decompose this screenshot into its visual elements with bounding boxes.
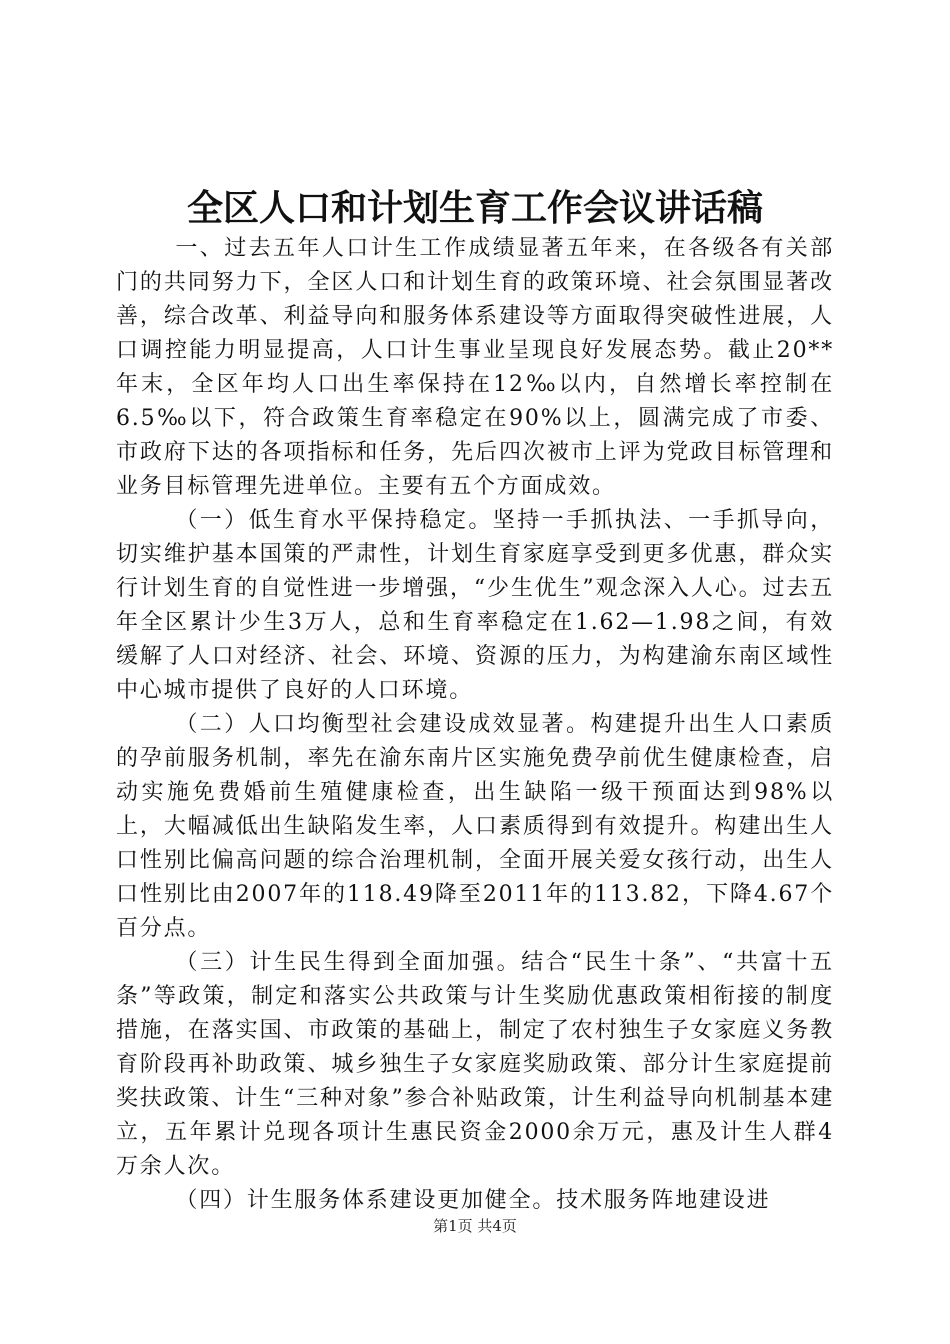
- paragraph-intro: 一、过去五年人口计生工作成绩显著五年来，在各级各有关部门的共同努力下，全区人口和计划生育的政策环境、社会氛围显著改善，综合改革、利益导向和服务体系建设等方面取得突破性进展，人口调控能力明显提高，人口计生事业呈现良好发展态势。截止20**年末，全区年均人口出生率保持在12‰以内，自然增长率控制在6.5‰以下，符合政策生育率稳定在90%以上，圆满完成了市委、市政府下达的各项指标和任务，先后四次被市上评为党政目标管理和业务目标管理先进单位。主要有五个方面成效。: [116, 236, 834, 499]
- page-footer: 第1页 共4页: [433, 1217, 517, 1235]
- paragraph-section-2: （二）人口均衡型社会建设成效显著。构建提升出生人口素质的孕前服务机制，率先在渝东南片区实施免费孕前优生健康检查，启动实施免费婚前生殖健康检查，出生缺陷一级干预面达到98%以上，大幅减低出生缺陷发生率，人口素质得到有效提升。构建出生人口性别比偏高问题的综合治理机制，全面开展关爱女孩行动，出生人口性别比由2007年的118.49降至2011年的113.82，下降4.67个百分点。: [116, 712, 834, 941]
- paragraph-section-4: （四）计生服务体系建设更加健全。技术服务阵地建设进: [175, 1188, 771, 1213]
- document-body: [116, 232, 834, 1218]
- paragraph-section-3: （三）计生民生得到全面加强。结合“民生十条”、“共富十五条”等政策，制定和落实公共政策与计生奖励优惠政策相衔接的制度措施，在落实国、市政策的基础上，制定了农村独生子女家庭义务教育阶段再补助政策、城乡独生子女家庭奖励政策、部分计生家庭提前奖扶政策、计生“三种对象”参合补贴政策，计生利益导向机制基本建立，五年累计兑现各项计生惠民资金2000余万元，惠及计生人群4万余人次。: [116, 950, 834, 1179]
- paragraph-section-1: （一）低生育水平保持稳定。坚持一手抓执法、一手抓导向，切实维护基本国策的严肃性，计划生育家庭享受到更多优惠，群众实行计划生育的自觉性进一步增强，“少生优生”观念深入人心。过去五年全区累计少生3万人，总和生育率稳定在1.62—1.98之间，有效缓解了人口对经济、社会、环境、资源的压力，为构建渝东南区域性中心城市提供了良好的人口环境。: [116, 508, 834, 703]
- document-title: 全区人口和计划生育工作会议讲话稿: [186, 187, 763, 229]
